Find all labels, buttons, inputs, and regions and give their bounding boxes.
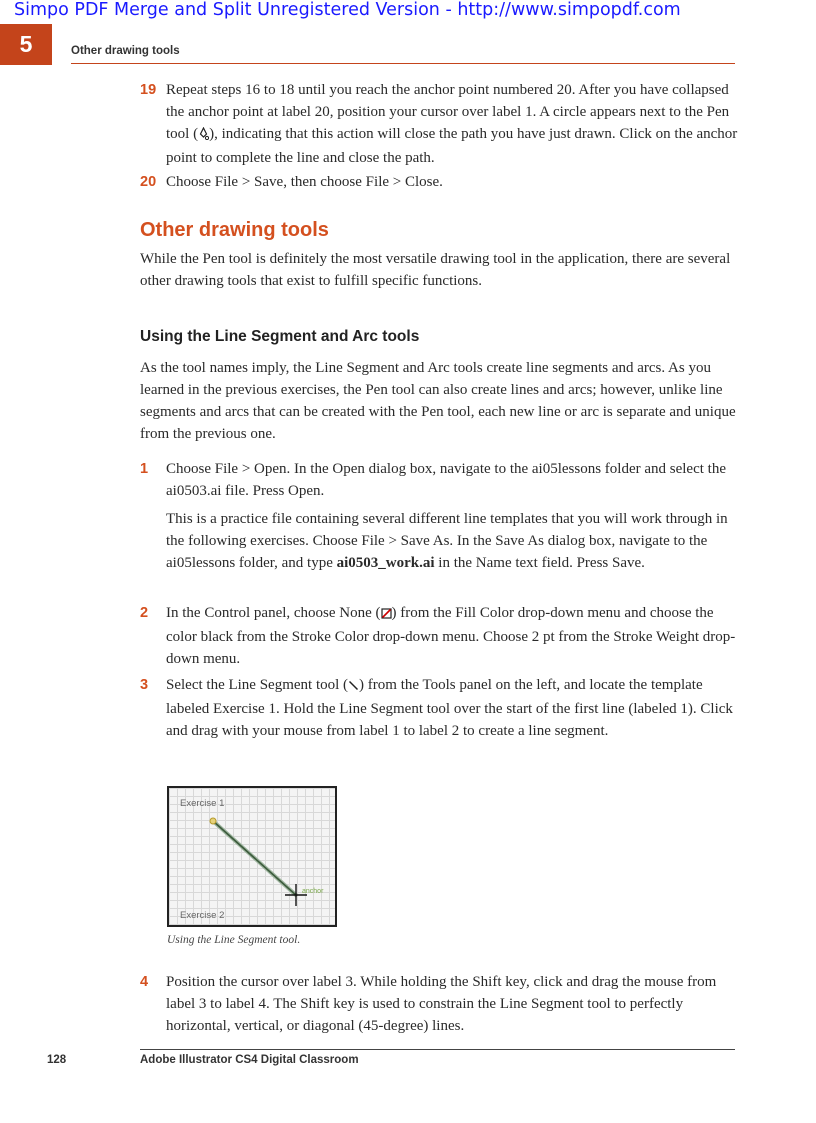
- subsection-title: Using the Line Segment and Arc tools: [140, 328, 420, 345]
- footer-rule: [140, 1049, 735, 1050]
- figure-anchor-label: anchor: [302, 888, 324, 895]
- step-text-part: ) from the Fill Color drop-down menu and choose the color black from the Stroke Color drop-down menu. Choose 2 pt from the Stroke Weight drop-down menu.: [166, 605, 736, 667]
- pen-tool-close-icon: [198, 125, 209, 147]
- figure-label-top: Exercise 1: [180, 798, 225, 809]
- step-20: [140, 171, 740, 193]
- step-text-part: Repeat steps 16 to 18 until you reach the anchor point numbered 20. After you have collapsed the anchor point at label 20, position your cursor over label 1. A circle appears next to the Pen tool (: [166, 82, 730, 142]
- watermark: Simpo PDF Merge and Split Unregistered Version - http://www.simpopdf.com: [14, 0, 681, 20]
- step-number: 20: [140, 174, 157, 190]
- note-text-part: This is a practice file containing several different line templates that you will work through in the following exercises. Choose File > Save As. In the Save As dialog box, navigate to the ai05lessons folder, and type: [166, 511, 728, 571]
- filename: ai0503_work.ai: [336, 555, 435, 571]
- step-number: 3: [140, 677, 149, 693]
- step-19: [140, 79, 740, 169]
- step-text: Choose File > Save, then choose File > Close.: [166, 174, 443, 190]
- step-2: [140, 602, 740, 670]
- step-text: Choose File > Open. In the Open dialog box, navigate to the ai05lessons folder and select the ai0503.ai file. Press Open.: [166, 461, 726, 499]
- step-text-part: ) from the Tools panel on the left, and locate the template labeled Exercise 1. Hold the Line Segment tool over the start of the first line (labeled 1). Click and drag with your mouse from label 1 to label 2 to create a line segment.: [166, 677, 733, 739]
- step-text-part: ), indicating that this action will close the path you have just drawn. Click on the anchor point to complete the line and close the path.: [166, 126, 738, 166]
- figure-drawing: [169, 788, 335, 925]
- figure-label-bottom: Exercise 2: [180, 910, 225, 921]
- step-text-part: Select the Line Segment tool (: [166, 677, 349, 693]
- figure-caption: Using the Line Segment tool.: [167, 934, 301, 946]
- section-title: Other drawing tools: [140, 219, 329, 241]
- section-intro: While the Pen tool is definitely the most versatile drawing tool in the application, there are several other drawing tools that exist to fulfill specific functions.: [140, 251, 731, 289]
- running-head: Other drawing tools: [71, 45, 180, 57]
- step-text: [166, 602, 740, 670]
- note-text-part: in the Name text field. Press Save.: [434, 555, 645, 571]
- book-title: Adobe Illustrator CS4 Digital Classroom: [140, 1054, 359, 1066]
- line-segment-figure: [167, 786, 337, 927]
- subsection-intro: As the tool names imply, the Line Segment and Arc tools create line segments and arcs. As you learned in the previous exercises, the Pen tool can also create lines and arcs; however, unlike line segments and arcs that can be created with the Pen tool, each new line or arc is separate and unique from the previous one.: [140, 360, 736, 442]
- step-number: 2: [140, 605, 149, 621]
- step-3: [140, 674, 740, 742]
- fill-none-icon: [381, 604, 392, 626]
- step-1: [140, 458, 740, 502]
- chapter-tab: 5: [0, 24, 52, 65]
- step-number: 1: [140, 461, 149, 477]
- step-text: [166, 674, 740, 742]
- step-text: Position the cursor over label 3. While holding the Shift key, click and drag the mouse from label 3 to label 4. The Shift key is used to constrain the Line Segment tool to perfectly horizontal, vertical, or diagonal (45-degree) lines.: [166, 974, 717, 1034]
- line-segment-tool-icon: [348, 676, 359, 698]
- step-1-note: [166, 508, 738, 574]
- step-4: [140, 971, 740, 1037]
- step-number: 19: [140, 82, 157, 98]
- page-number: 128: [47, 1054, 67, 1066]
- step-text-part: In the Control panel, choose None (: [166, 605, 381, 621]
- header-rule: [71, 63, 735, 64]
- step-number: 4: [140, 974, 149, 990]
- step-text: [166, 79, 740, 169]
